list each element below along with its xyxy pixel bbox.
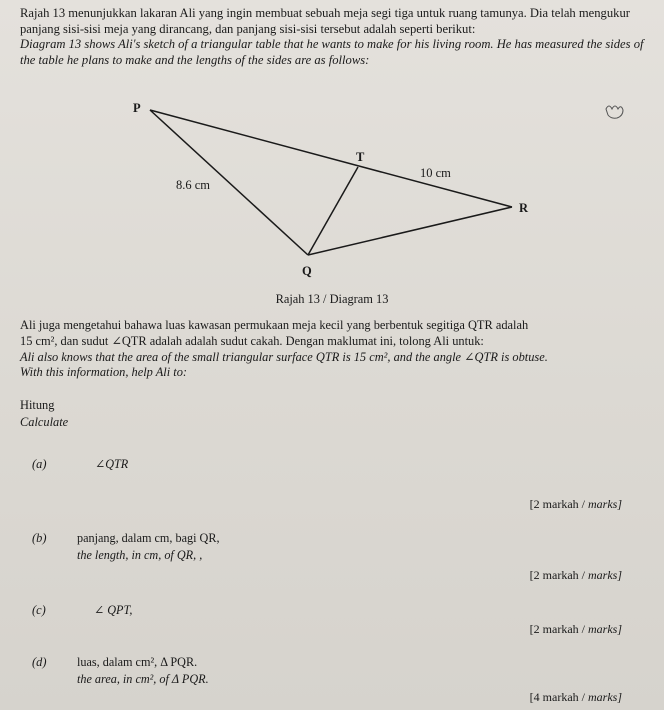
question-a-marks-malay: [2 markah /: [529, 497, 588, 511]
question-d-malay: luas, dalam cm², Δ PQR.: [77, 655, 198, 669]
question-a-marks: [530, 497, 622, 512]
instruction-malay: Hitung: [20, 398, 55, 412]
question-d-text: [77, 654, 209, 688]
question-c-marks-english: marks]: [587, 622, 622, 636]
triangle-diagram: [0, 95, 664, 290]
question-b-malay: panjang, dalam cm, bagi QR,: [77, 531, 220, 545]
vertex-p-label: P: [133, 101, 141, 115]
instruction-english: Calculate: [20, 415, 69, 429]
question-a-marks-english: marks]: [587, 497, 622, 511]
segment-qt: [308, 167, 358, 255]
info-malay-line2: 15 cm², dan sudut ∠QTR adalah adalah sudut cakah. Dengan maklumat ini, tolong Ali untuk:: [20, 333, 484, 348]
intro-malay: Rajah 13 menunjukkan lakaran Ali yang ingin membuat sebuah meja segi tiga untuk ruang tamunya. Dia telah mengukur panjang sisi-sisi meja yang dirancang, dan panjang sisi-sisi tersebut adalah seperti berikut:: [20, 6, 630, 36]
info-paragraph: [20, 318, 650, 381]
question-c-marks-malay: [2 markah /: [529, 622, 588, 636]
question-d-label: (d): [32, 655, 47, 669]
intro-paragraph: [20, 6, 650, 68]
question-c-malay: ∠ QPT,: [94, 603, 133, 617]
question-c-text: [94, 602, 132, 619]
vertex-q-label: Q: [302, 264, 312, 278]
question-b-text: [77, 530, 220, 564]
info-english-line1: Ali also knows that the area of the small triangular surface QTR is 15 cm², and the angle ∠QTR is obtuse.: [20, 349, 548, 364]
question-c-label: (c): [32, 603, 46, 617]
question-a-label: (a): [32, 457, 47, 471]
question-b-english: the length, in cm, of QR, ,: [77, 548, 203, 562]
question-d-english: the area, in cm², of Δ PQR.: [77, 672, 209, 686]
side-qr: [308, 207, 512, 255]
vertex-r-label: R: [519, 201, 529, 215]
question-b-label: (b): [32, 531, 47, 545]
intro-english: Diagram 13 shows Ali's sketch of a triangular table that he wants to make for his living room. He has measured the sides of the table he plans to make and the lengths of the sides are as follows:: [20, 37, 644, 67]
info-malay-line1: Ali juga mengetahui bahawa luas kawasan permukaan meja kecil yang berbentuk segitiga QTR adalah: [20, 318, 529, 332]
hand-doodle-icon: [606, 106, 623, 118]
question-a-text: [95, 456, 128, 473]
question-c-marks: [530, 622, 622, 637]
question-a-malay: ∠QTR: [95, 457, 129, 471]
measure-tr-label: 10 cm: [420, 166, 451, 180]
vertex-t-label: T: [356, 150, 365, 164]
info-english-line2: With this information, help Ali to:: [20, 365, 188, 380]
question-d-marks-english: marks]: [587, 690, 622, 704]
question-b-marks-malay: [2 markah /: [529, 568, 588, 582]
instruction: [20, 397, 68, 431]
diagram-caption: Rajah 13 / Diagram 13: [275, 292, 389, 306]
question-d-marks-malay: [4 markah /: [529, 690, 588, 704]
question-b-marks: [530, 568, 622, 583]
question-b-marks-english: marks]: [587, 568, 622, 582]
measure-pq-label: 8.6 cm: [176, 178, 211, 192]
side-pr: [150, 110, 512, 207]
question-d-marks: [530, 690, 622, 705]
